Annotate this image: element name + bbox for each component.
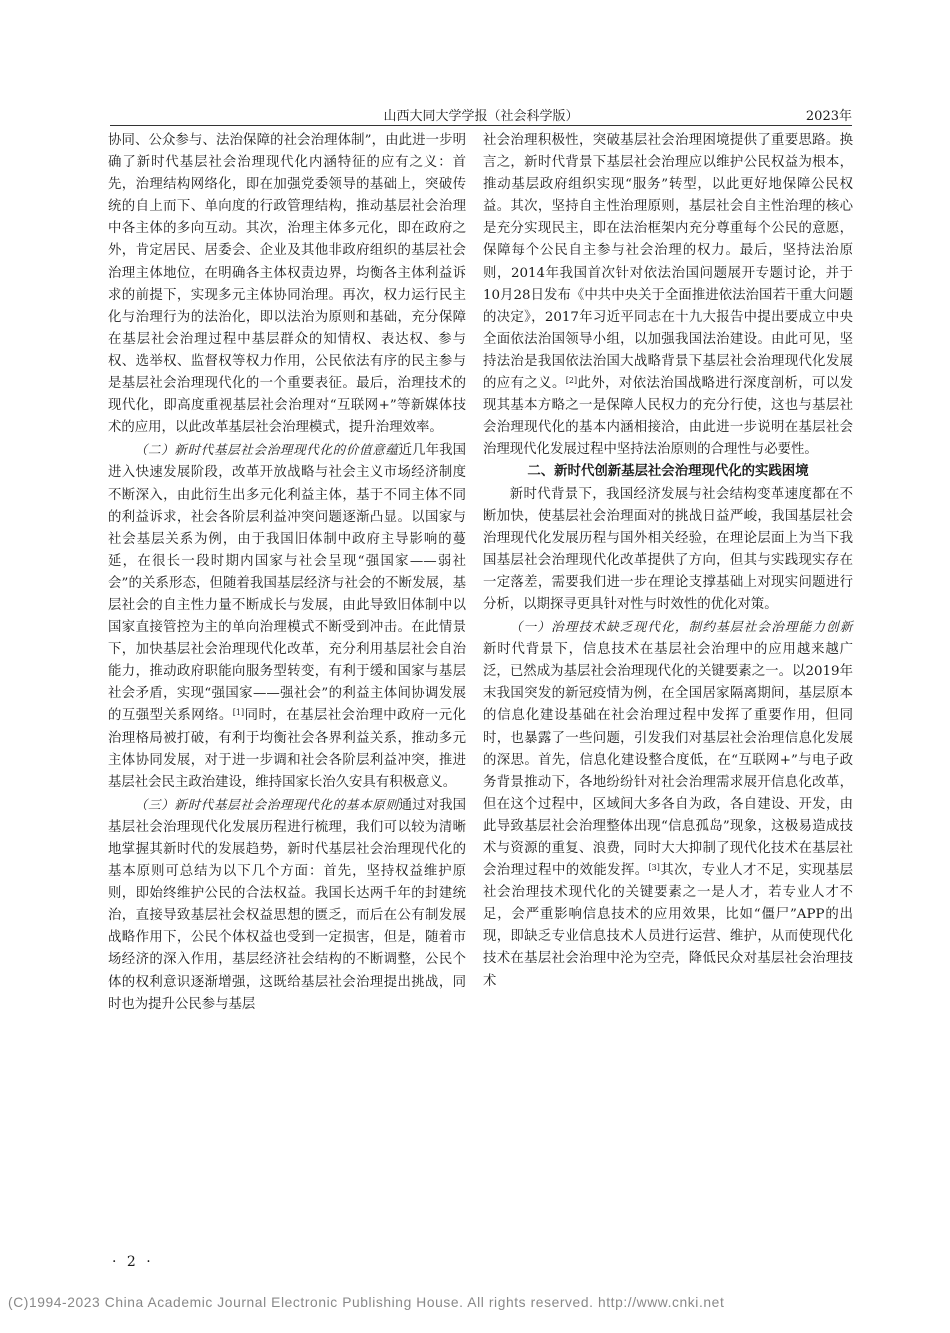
- paragraph-text: 此外，对依法治国战略进行深度剖析，可以发现其基本方略之一是保障人民权力的充分行使，这也与基层社会治理现代化的基本内涵相接洽，由此进一步说明在基层社会治理现代化发展过程中坚持法治原则的合理性与必要性。: [483, 376, 854, 458]
- citation: [3]: [648, 863, 660, 873]
- publication-year: 2023年: [805, 109, 852, 124]
- paragraph-text: 其次，专业人才不足，实现基层社会治理技术现代化的关键要素之一是人才，若专业人才不足，会严重影响信息技术的应用效果，比如“僵尸”APP的出现，即缺乏专业信息技术人员进行运营、维护，从而使现代化技术在基层社会治理中沦为空壳，降低民众对基层社会治理技术: [483, 863, 854, 989]
- page-number: · 2 ·: [112, 1254, 154, 1270]
- header-rule: [110, 125, 852, 126]
- paragraph: [483, 130, 853, 461]
- copyright-footer: (C)1994-2023 China Academic Journal Electronic Publishing House. All rights reserved. http://www.cnki.net: [8, 1295, 725, 1310]
- citation: [2]: [565, 376, 578, 386]
- paragraph-text: 新时代背景下，信息技术在基层社会治理中的应用越来越广泛，已然成为基层社会治理现代化的关键要素之一。以2019年末我国突发的新冠疫情为例，在全国居家隔离期间，基层原本的信息化建设基础在社会治理过程中发挥了重要作用，但同时，也暴露了一些问题，引发我们对基层社会治理信息化发展的深思。首先，信息化建设整合度低，在“互联网+”与电子政务背景推动下，各地纷纷针对社会治理需求展开信息化改革，但在这个过程中，区域间大多各自为政，各自建设、开发，由此导致基层社会治理整体出现“信息孤岛”现象，这极易造成技术与资源的重复、浪费，同时大大抑制了现代化技术在基层社会治理过程中的效能发挥。: [483, 642, 853, 879]
- left-column: [108, 130, 466, 1016]
- paragraph: [108, 794, 466, 1016]
- paragraph: [483, 616, 853, 993]
- subsection-heading: （一）治理技术缺乏现代化，制约基层社会治理能力创新: [509, 619, 853, 635]
- paragraph: 协同、公众参与、法治保障的社会治理体制”，由此进一步明确了新时代基层社会治理现代化内涵特征的应有之义：首先，治理结构网络化，即在加强党委领导的基础上，突破传统的自上而下、单向度的行政管理结构，推动基层社会治理中各主体的多向互动。其次，治理主体多元化，即在政府之外，肯定居民、居委会、企业及其他非政府组织的基层社会治理主体地位，在明确各主体权责边界，均衡各主体利益诉求的前提下，实现多元主体协同治理。再次，权力运行民主化与治理行为的法治化，即以法治为原则和基础，充分保障在基层社会治理过程中基层群众的知情权、表达权、参与权、选举权、监督权等权力作用，公民依法有序的民主参与是基层社会治理现代化的一个重要表征。最后，治理技术的现代化，即高度重视基层社会治理对“互联网+”等新媒体技术的应用，以此改革基层社会治理模式，提升治理效率。: [108, 133, 466, 436]
- subsection-heading: （三）新时代基层社会治理现代化的基本原则: [134, 796, 399, 812]
- subsection-heading: （二）新时代基层社会治理现代化的价值意蕴: [134, 442, 399, 458]
- paragraph: 新时代背景下，我国经济发展与社会结构变革速度都在不断加快，使基层社会治理面对的挑战日益严峻，我国基层社会治理现代化发展历程与国外相关经验，在理论层面上为当下我国基层社会治理现代化改革提供了方向，但其与实践现实存在一定落差，需要我们进一步在理论支撑基础上对现实问题进行分析，以期探寻更具针对性与时效性的优化对策。: [483, 486, 853, 612]
- paragraph-text: 社会治理积极性，突破基层社会治理困境提供了重要思路。换言之，新时代背景下基层社会治理应以维护公民权益为根本，推动基层政府组织实现“服务”转型，以此更好地保障公民权益。其次，坚持自主性治理原则，基层社会自主性治理的核心是充分实现民主，即在法治框架内充分尊重每个公民的意愿，保障每个公民自主参与社会治理的权力。最后，坚持法治原则，2014年我国首次针对依法治国问题展开专题讨论，并于10月28日发布《中共中央关于全面推进依法治国若干重大问题的决定》，2017年习近平同志在十九大报告中提出要成立中央全面依法治国领导小组，以加强我国法治建设。由此可见，坚持法治是我国依法治国大战略背景下基层社会治理现代化发展的应有之义。: [483, 133, 853, 392]
- paragraph-text: 近几年我国进入快速发展阶段，改革开放战略与社会主义市场经济制度不断深入，由此衍生出多元化利益主体，基于不同主体不同的利益诉求，社会各阶层利益冲突问题逐渐凸显。以国家与社会基层关系为例，由于我国旧体制中政府主导影响的蔓延，在很长一段时期内国家与社会呈现“强国家——弱社会”的关系形态，但随着我国基层经济与社会的不断发展，基层社会的自主性力量不断成长与发展，由此导致旧体制中以国家直接管控为主的单向治理模式不断受到冲击。在此情景下，加快基层社会治理现代化改革，充分利用基层社会自治能力，推动政府职能向服务型转变，有利于缓和国家与基层社会矛盾，实现“强国家——强社会”的利益主体间协调发展的互强型关系网络。: [108, 443, 467, 724]
- paragraph-text: 通过对我国基层社会治理现代化发展历程进行梳理，我们可以较为清晰地掌握其新时代的发展趋势，新时代基层社会治理现代化的基本原则可总结为以下几个方面：首先，坚持权益维护原则，即始终维护公民的合法权益。我国长达两千年的封建统治，直接导致基层社会权益思想的匮乏，而后在公有制发展战略作用下，公民个体权益也受到一定损害，但是，随着市场经济的深入作用，基层经济社会结构的不断调整，公民个体的权利意识逐渐增强，这既给基层社会治理提出挑战，同时也为提升公民参与基层: [108, 797, 467, 1012]
- journal-title: 山西大同大学学报（社会科学版）: [383, 109, 579, 124]
- right-column: [483, 130, 853, 993]
- paragraph: [108, 439, 466, 794]
- paragraph-text: 同时，在基层社会治理中政府一元化治理格局被打破，有利于均衡社会各界利益关系，推动多元主体协同发展，对于进一步调和社会各阶层利益冲突，推进基层社会民主政治建设，维持国家长治久安具有积极意义。: [108, 708, 466, 790]
- running-header: [110, 103, 852, 125]
- citation: [1]: [232, 708, 245, 718]
- section-title: 二、新时代创新基层社会治理现代化的实践困境: [527, 464, 809, 480]
